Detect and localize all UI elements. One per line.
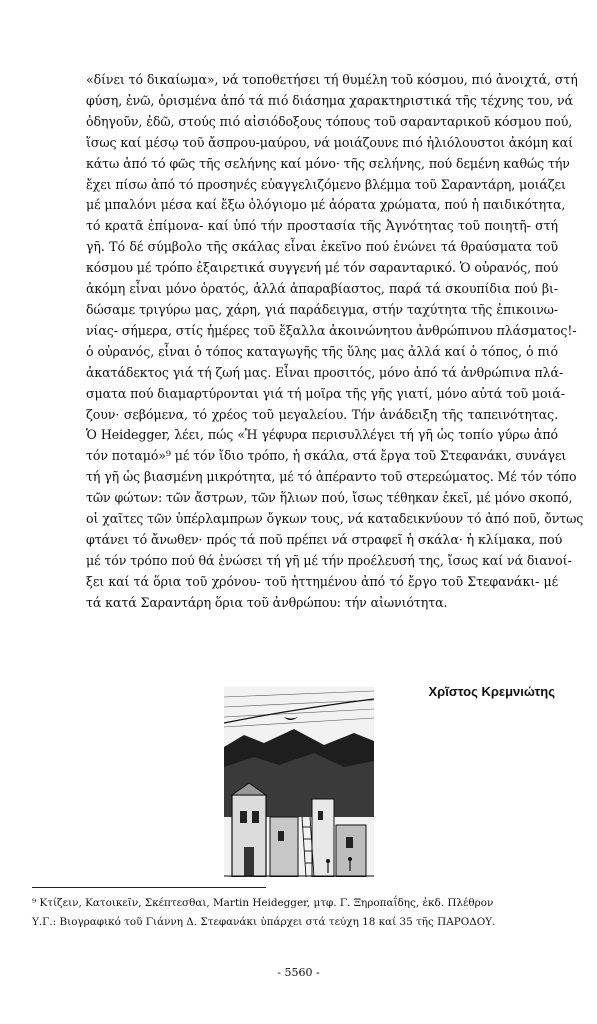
article-body [86,70,584,614]
body-line: τό κρατᾶ ἐπίμονα- καί ὑπό τήν προστασία τῆς Ἀγνότητας τοῦ ποιητῆ- στή [86,218,558,234]
body-line: ἔχει πίσω ἀπό τό προσηνές εὐαγγελιζόμενο βλέμμα τοῦ Σαραντάρη, μοιάζει [86,176,566,192]
body-line: «δίνει τό δικαίωμα», νά τοποθετήσει τή θυμέλη τοῦ κόσμου, πιό ἀνοιχτά, στή [86,72,578,87]
body-line: φύση, ἐνῶ, ὁρισμένα ἀπό τά πιό διάσημα χαρακτηριστικά τῆς τέχνης του, νά [86,92,573,108]
page-number: - 5560 - [277,966,320,979]
body-line: γῆ. Τό δέ σύμβολο τῆς σκάλας εἶναι ἐκεῖνο πού ἑνώνει τά θραύσματα τοῦ [86,239,558,255]
body-line: ἀκόμη εἶναι μόνο ὁρατός, ἀλλά ἀπαραβίαστος, παρά τά σκουπίδια πού βι- [86,281,558,297]
footnote-line: ⁹ Κτίζειν, Κατοικεῖν, Σκέπτεσθαι, Martin Heidegger, μτφ. Γ. Ξηροπαΐδης, ἐκδ. Πλέθρον [32,897,494,909]
body-line: φτάνει τό ἄνωθεν· πρός τά ποῦ πρέπει νά στραφεῖ ἡ σκάλα· ἡ κλίμακα, πού [86,531,563,547]
body-line: τῶν φώτων: τῶν ἄστρων, τῶν ἥλιων πού, ἴσως τέθηκαν ἐκεῖ, μέ μόνο σκοπό, [86,490,573,506]
artwork-illustration [224,687,374,877]
body-line: σματα πού διαμαρτύρονται γιά τή μοῖρα τῆς γῆς γιατί, μόνο αὐτά τοῦ μοιά- [86,385,565,401]
body-line: ὁ οὐρανός, εἶναι ὁ τόπος καταγωγῆς τῆς ὕλης μας ἀλλά καί ὁ τόπος, ὁ πιό [86,343,558,359]
body-line: ὁδηγοῦν, ἐδῶ, στούς πιό αἰσιόδοξους τόπους τοῦ σαρανταρικοῦ κόσμου πού, [86,113,573,129]
author-signature: Χρῖστος Κρεμνιώτης [428,684,555,699]
footnote-line: Υ.Γ.: Βιογραφικό τοῦ Γιάννη Δ. Στεφανάκι ὑπάρχει στά τεύχη 18 καί 35 τῆς ΠΑΡΟΔΟΥ. [32,916,496,928]
body-line: τόν ποταμό»⁹ μέ τόν ἴδιο τρόπο, ἡ σκάλα, στά ἔργα τοῦ Στεφανάκι, συνάγει [86,448,567,464]
body-line: κάτω ἀπό τό φῶς τῆς σελήνης καί μόνο· τῆς σελήνης, πού δεμένη καθώς τήν [86,155,570,171]
body-line: τή γῆ ὡς βιασμένη μικρότητα, μέ τό ἀπέραντο τοῦ στερεώματος. Μέ τόν τόπο [86,469,577,485]
body-line: μέ τόν τρόπο πού θά ἑνώσει τή γῆ μέ τήν προέλευσή της, ἴσως καί νά διανοί- [86,552,572,568]
body-line: δώσαμε τριγύρω μας, χάρη, γιά παράδειγμα, στήν ταχύτητα τῆς ἐπικοινω- [86,301,558,317]
body-line: Ὁ Heidegger, λέει, πώς «Ἡ γέφυρα περισυλλέγει τή γῆ ὡς τοπίο γύρω ἀπό [86,427,558,443]
body-line: ζουν· σεβόμενα, τό χρέος τοῦ μεγαλείου. Τήν ἀνάδειξη τῆς ταπεινότητας. [86,406,558,422]
body-line: τά κατά Σαραντάρη ὅρια τοῦ ἀνθρώπου: τήν αἰωνιότητα. [86,594,448,610]
footnotes [32,894,567,932]
body-line: ξει καί τά ὅρια τοῦ χρόνου- τοῦ ἡττημένου ἀπό τό ἔργο τοῦ Στεφανάκι- μέ [86,573,558,589]
body-line: μέ μπαλόνι μέσα καί ἔξω ὁλόγιομο μέ ἀόρατα χρώματα, πού ἡ παιδικότητα, [86,197,566,213]
footnote-divider [32,887,266,888]
body-line: νίας- σήμερα, στίς ἡμέρες τοῦ ἔξαλλα ἀκοινώνητου ἀνθρώπινου πλάσματος!- [86,322,577,338]
body-line: κόσμου μέ τρόπο ἐξαιρετικά συγγενή μέ τόν σαρανταρικό. Ὁ οὐρανός, πού [86,260,559,276]
body-line: οἱ χαῖτες τῶν ὑπέρλαμπρων ὄγκων τους, νά καταδεικνύουν τό ἀπό ποῦ, ὄντως [86,511,584,527]
body-line: ἀκατάδεκτος γιά τή ζωή μας. Εἶναι προσιτός, μόνο ἀπό τά ἀνθρώπινα πλά- [86,364,564,380]
body-line: ἴσως καί μέσῳ τοῦ ἄσπρου-μαύρου, νά μοιάζουνε πιό ἡλιόλουστοι ἀκόμη καί [86,134,573,150]
